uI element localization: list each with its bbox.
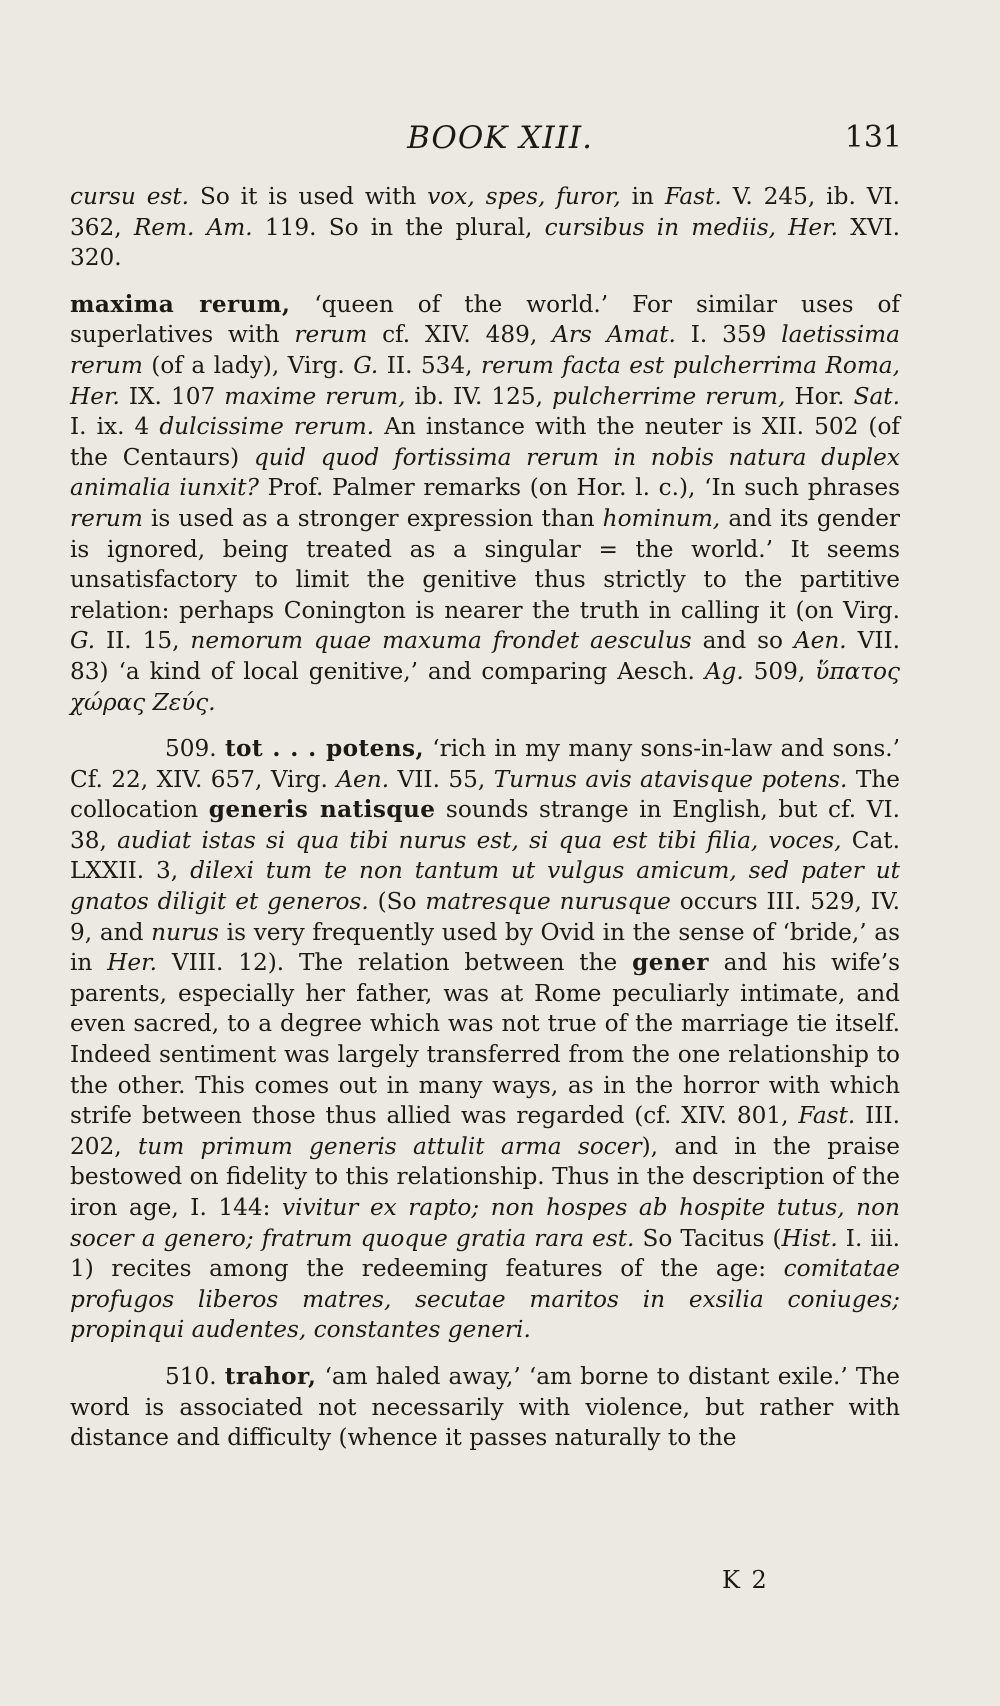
text-run: I. iii. 1) recites among the redeeming features of the age: (70, 1224, 901, 1283)
text-run: Prof. Palmer remarks (on Hor. l. c.), ‘In such phrases (258, 474, 900, 502)
text-run: is used as a stronger expression than (142, 504, 603, 532)
text-run: ), and in the praise bestowed on fidelity to this relationship. Thus in the description of the iron age, I. 144: (70, 1132, 900, 1221)
italic-phrase: Rem. Am. (133, 213, 253, 241)
lemma: maxima rerum, (70, 290, 291, 318)
text-run: So it is used with (189, 183, 428, 210)
italic-phrase: pulcherrime rerum, (552, 382, 786, 410)
italic-phrase: nemorum quae maxuma frondet aesculus (190, 627, 692, 655)
text-run: occurs III. 529, IV. 9, and (70, 888, 900, 946)
text-run: Cat. LXXII. 3, (70, 826, 900, 885)
text-run: in (620, 183, 665, 210)
text-run: and its gender is ignored, being treated as a singular = the world.’ It seems unsatisfactory to limit the genitive thus strictly to the partitive relation: perhaps Conington is nearer the truth in calling it (on Virg. (70, 504, 901, 624)
text-run: (of a lady), Virg. (142, 351, 354, 379)
italic-phrase: Ag. (704, 657, 744, 685)
italic-phrase: rerum facta est pulcherrima Roma, Her. (70, 351, 900, 410)
italic-phrase: Ars Amat. (552, 321, 676, 349)
italic-phrase: Sat. (853, 382, 900, 410)
italic-phrase: Aen. (336, 765, 390, 793)
text-run: (So (368, 888, 426, 916)
italic-phrase: laetissima rerum (70, 321, 900, 379)
text-run: 510. (165, 1362, 225, 1390)
italic-phrase: Fast. (664, 183, 722, 210)
lemma: generis natisque (208, 796, 436, 824)
page-number: 131 (844, 120, 902, 155)
text-run: XVI. 320. (70, 213, 900, 272)
text-run: The collocation (70, 765, 900, 824)
text-run: I. ix. 4 (70, 413, 160, 441)
text-run: ib. IV. 125, (405, 382, 553, 410)
italic-phrase: dilexi tum te non tantum ut vulgus amicum, sed pater ut gnatos diligit et generos. (70, 857, 900, 916)
italic-phrase: maxime rerum, (224, 382, 406, 410)
paragraph-p4 (70, 1362, 900, 1454)
running-title: BOOK XIII. (407, 120, 593, 156)
text-run: ‘rich in my many sons-in-law and sons.’ Cf. 22, XIV. 657, Virg. (70, 735, 900, 793)
text-run: I. 359 (675, 321, 782, 349)
text-run: VII. 83) ‘a kind of local genitive,’ and comparing Aesch. (70, 627, 901, 685)
italic-phrase: vox, spes, furor, (427, 183, 621, 210)
italic-phrase: audiat istas si qua tibi nurus est, si qua est tibi filia, voces, (117, 826, 842, 854)
italic-phrase: G. (70, 627, 96, 655)
lemma: trahor, (224, 1362, 317, 1390)
text-run: II. 534, (378, 351, 482, 379)
text-run: VII. 55, (389, 765, 494, 793)
italic-phrase: nurus (151, 918, 219, 946)
page-header (70, 120, 930, 170)
text-run: V. 245, ib. VI. 362, (70, 183, 900, 241)
italic-phrase: rerum (70, 504, 143, 532)
text-run: and so (691, 627, 794, 655)
text-run: IX. 107 (119, 382, 225, 410)
italic-phrase: dulcissime rerum. (159, 413, 375, 441)
italic-phrase: hominum, (602, 504, 721, 532)
italic-phrase: Her. (107, 949, 158, 977)
text-run: and his wife’s parents, especially her father, was at Rome peculiarly intimate, and even sacred, to a degree which was not true of the marriage tie itself. Indeed sentiment was largely transferred from the one relationship to the other. This comes out in many ways, as in the horror with which strife between those thus allied was regarded (cf. XIV. 801, (70, 949, 900, 1130)
paragraph-p1 (70, 182, 900, 274)
italic-phrase: matresque nurusque (425, 888, 671, 916)
italic-phrase: Aen. (793, 627, 847, 655)
italic-phrase: vivitur ex rapto; non hospes ab hospite tutus, non socer a genero; fratrum quoque gratia rara est. (70, 1194, 900, 1252)
italic-phrase: rerum (294, 321, 368, 349)
text-run: ‘am haled away,’ ‘am borne to distant exile.’ The word is associated not necessarily with violence, but rather with distance and difficulty (whence it passes naturally to the (70, 1362, 900, 1452)
lemma: tot . . . potens, (224, 735, 424, 763)
paragraph-p2 (70, 290, 900, 718)
text-run: Hor. (785, 382, 854, 410)
text-run: ‘queen of the world.’ For similar uses of superlatives with (70, 290, 900, 349)
text-run: 509. (165, 735, 225, 763)
text-run: An instance with the neuter is XII. 502 (of the Centaurs) (70, 413, 900, 471)
italic-phrase: comitatae profugos liberos matres, secutae maritos in exsilia coniuges; propinqui audentes, constantes generi. (70, 1255, 900, 1344)
text-run: is very frequently used by Ovid in the sense of ‘bride,’ as in (70, 918, 900, 977)
text-run: III. 202, (70, 1102, 900, 1160)
commentary-text (70, 182, 900, 1454)
text-run: 119. So in the plural, (252, 213, 545, 241)
text-run: VIII. 12). The relation between the (157, 949, 633, 977)
text-run: So Tacitus ( (634, 1224, 782, 1252)
italic-phrase: G. (353, 351, 379, 379)
lemma: gener (632, 949, 709, 977)
italic-phrase: cursibus in mediis, Her. (544, 213, 839, 241)
italic-phrase: tum primum generis attulit arma socer (137, 1132, 642, 1160)
italic-phrase: ὕπατος χώρας Ζεύς. (70, 657, 901, 716)
paragraph-p3 (70, 734, 900, 1346)
italic-phrase: Turnus avis atavisque potens. (493, 765, 848, 793)
italic-phrase: Hist. (781, 1224, 838, 1252)
italic-phrase: Fast. (798, 1102, 856, 1130)
text-run: 509, (743, 657, 816, 685)
text-run: sounds strange in English, but cf. VI. 38, (70, 796, 900, 854)
italic-phrase: quid quod fortissima rerum in nobis natura duplex animalia iunxit? (70, 443, 900, 502)
text-run: II. 15, (95, 627, 191, 655)
italic-phrase: cursu est. (70, 183, 190, 210)
text-run: cf. XIV. 489, (367, 321, 553, 349)
signature-mark: K 2 (722, 1566, 769, 1594)
